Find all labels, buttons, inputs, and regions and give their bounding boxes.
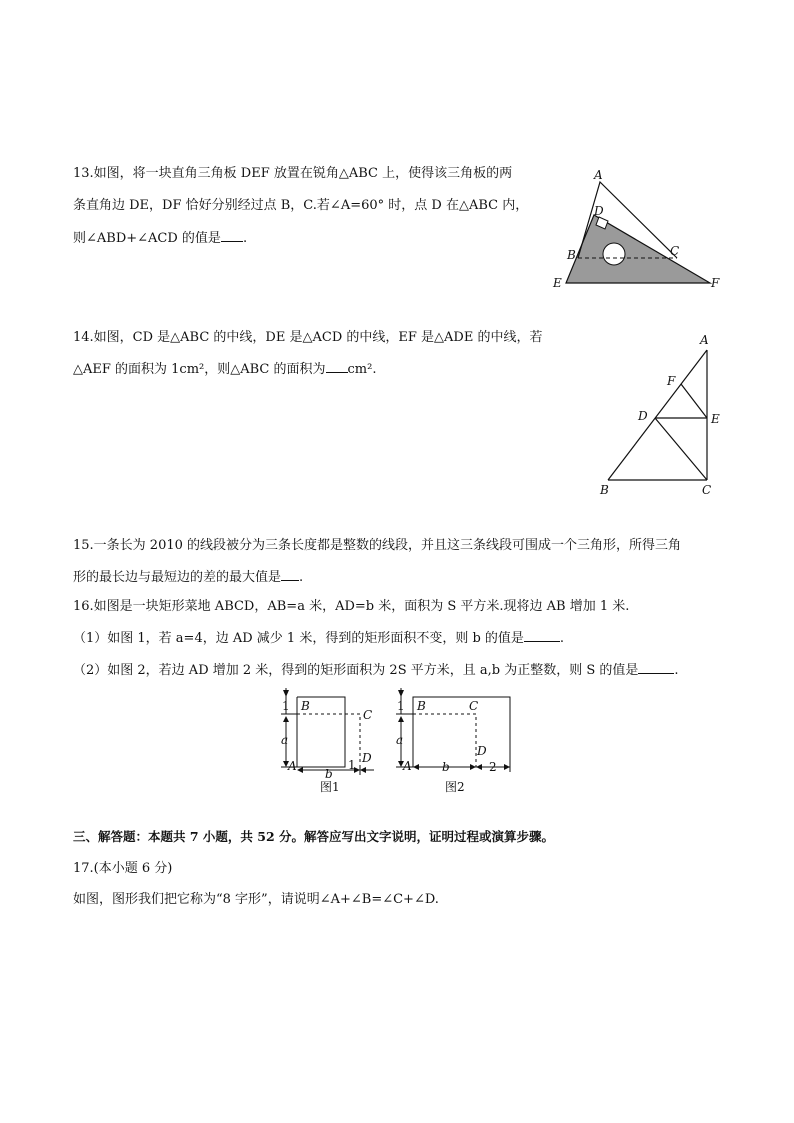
fig1-label-b-len: b	[325, 767, 333, 781]
q13-label-d: D	[594, 204, 604, 218]
q16-part-1-end: .	[559, 631, 565, 646]
q13-line-3-text: 则∠ABD+∠ACD 的值是	[73, 231, 221, 246]
fig1-label-1-top: 1	[282, 699, 290, 713]
fig2-arrow-head-5	[470, 764, 476, 770]
q13-label-a: A	[594, 168, 603, 182]
fig2-arrow-head-7	[504, 764, 510, 770]
fig2-label-b: B	[417, 699, 426, 713]
section-3-heading: 三、解答题：本题共 7 小题，共 52 分。解答应写出文字说明，证明过程或演算步骤。	[73, 829, 555, 844]
fig2-label-a-len: a	[396, 733, 404, 747]
q17-text: 如图，图形我们把它称为“8 字形”，请说明∠A+∠B=∠C+∠D.	[73, 892, 439, 907]
q16-part-2-text: （2）如图 2，若边 AD 增加 2 米，得到的矩形面积为 2S 平方米，且 a,b 为正整数，则 S 的值是	[73, 663, 639, 678]
fig2-arrow-head-1	[398, 690, 404, 697]
q14-line-2-text: △AEF 的面积为 1cm²，则△ABC 的面积为	[73, 362, 326, 377]
fig1-label-a-len: a	[281, 733, 289, 747]
fig2-arrow-head-2	[398, 716, 404, 722]
fig1-label-d: D	[362, 751, 372, 765]
fig2-rect-outer	[413, 697, 510, 767]
fig2-label-c: C	[469, 699, 479, 713]
fig2-arrow-head-4	[413, 764, 419, 770]
q13-label-f: F	[711, 276, 720, 290]
q16-part-1-text: （1）如图 1，若 a=4，边 AD 减少 1 米，得到的矩形面积不变，则 b 的值是	[73, 631, 524, 646]
q14-label-a: A	[700, 333, 709, 347]
q14-label-c: C	[702, 483, 712, 497]
fig1-caption: 图1	[320, 780, 340, 794]
q13-label-e: E	[553, 276, 562, 290]
q13-line-1: 13.如图，将一块直角三角板 DEF 放置在锐角△ABC 上，使得该三角板的两	[73, 166, 513, 181]
q17-title: 17.(本小题 6 分)	[73, 861, 173, 876]
fig1-label-c: C	[363, 708, 373, 722]
q13-label-c: C	[670, 244, 680, 258]
fig1-label-b: B	[301, 699, 310, 713]
q13-line-2: 条直角边 DE，DF 恰好分别经过点 B，C.若∠A=60° 时，点 D 在△ABC 内，	[73, 198, 529, 213]
q14-line-2-end: cm².	[347, 362, 377, 377]
q15-line-2-end: .	[299, 570, 304, 585]
fig1-label-a: A	[288, 759, 297, 773]
fig2-caption: 图2	[445, 780, 465, 794]
q14-line-1: 14.如图，CD 是△ABC 的中线，DE 是△ACD 的中线，EF 是△ADE 的中线，若	[73, 330, 543, 345]
q13-line-3-end: .	[242, 231, 248, 246]
q14-label-f: F	[667, 374, 676, 388]
q16-part-2-end: .	[674, 663, 679, 678]
fig1-label-1-bottom: 1	[348, 758, 356, 772]
fig2-arrow-head-6	[476, 764, 482, 770]
q13-label-b: B	[567, 248, 576, 262]
q14-label-b: B	[600, 483, 609, 497]
fig2-label-2: 2	[489, 760, 497, 774]
q16-line-1: 16.如图是一块矩形菜地 ABCD，AB=a 米，AD=b 米，面积为 S 平方米.现将边 AB 增加 1 米.	[73, 599, 630, 614]
fig2-label-1-top: 1	[397, 699, 405, 713]
q15-line-1: 15.一条长为 2010 的线段被分为三条长度都是整数的线段，并且这三条线段可围成一个三角形，所得三角	[73, 538, 682, 553]
fig2-label-d: D	[477, 744, 487, 758]
q15-line-2-text: 形的最长边与最短边的差的最大值是	[73, 570, 282, 585]
q14-label-d: D	[638, 409, 648, 423]
fig2-label-a: A	[403, 759, 412, 773]
fig2-label-b-len: b	[442, 760, 450, 774]
q14-label-e: E	[711, 412, 720, 426]
